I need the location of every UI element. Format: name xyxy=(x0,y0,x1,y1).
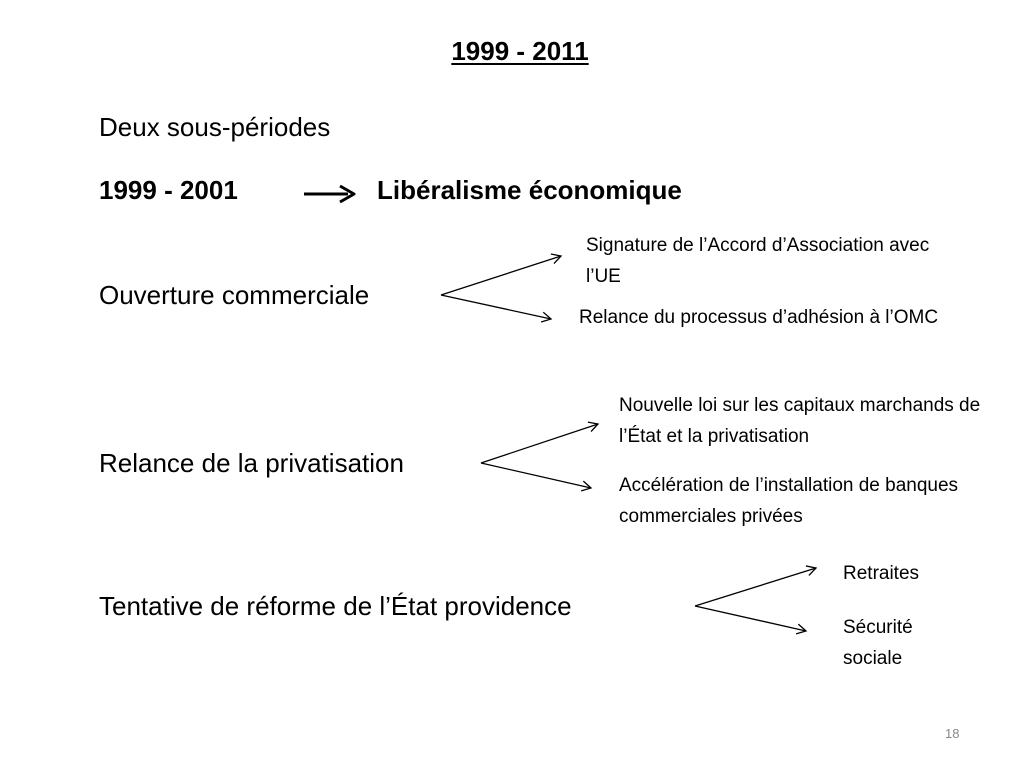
topic-item: Signature de l’Accord d’Association avec l’UE xyxy=(586,235,930,287)
topic-item: Sécurité sociale xyxy=(843,617,913,669)
branch-arrows-icon xyxy=(481,424,598,488)
slide-title: 1999 - 2011 xyxy=(451,36,589,66)
branch-arrows-icon xyxy=(441,256,561,319)
right-arrow-icon xyxy=(304,186,354,202)
topic-item: Accélération de l’installation de banques commerciales privées xyxy=(619,475,959,527)
topic-item: Retraites xyxy=(843,563,920,584)
branch-arrows-icon xyxy=(695,568,816,631)
period-years: 1999 - 2001 xyxy=(99,175,238,205)
topic-relance-privatisation: Relance de la privatisation xyxy=(99,448,404,478)
period-label: Libéralisme économique xyxy=(377,175,682,205)
topic-reforme-etat-providence: Tentative de réforme de l’État providence xyxy=(99,591,572,621)
topic-item: Nouvelle loi sur les capitaux marchands de l’État et la privatisation xyxy=(619,395,981,447)
page-number: 18 xyxy=(945,726,960,741)
topic-ouverture-commerciale: Ouverture commerciale xyxy=(99,280,370,310)
topic-item: Relance du processus d’adhésion à l’OMC xyxy=(579,307,939,328)
intro-text: Deux sous-périodes xyxy=(99,112,331,142)
